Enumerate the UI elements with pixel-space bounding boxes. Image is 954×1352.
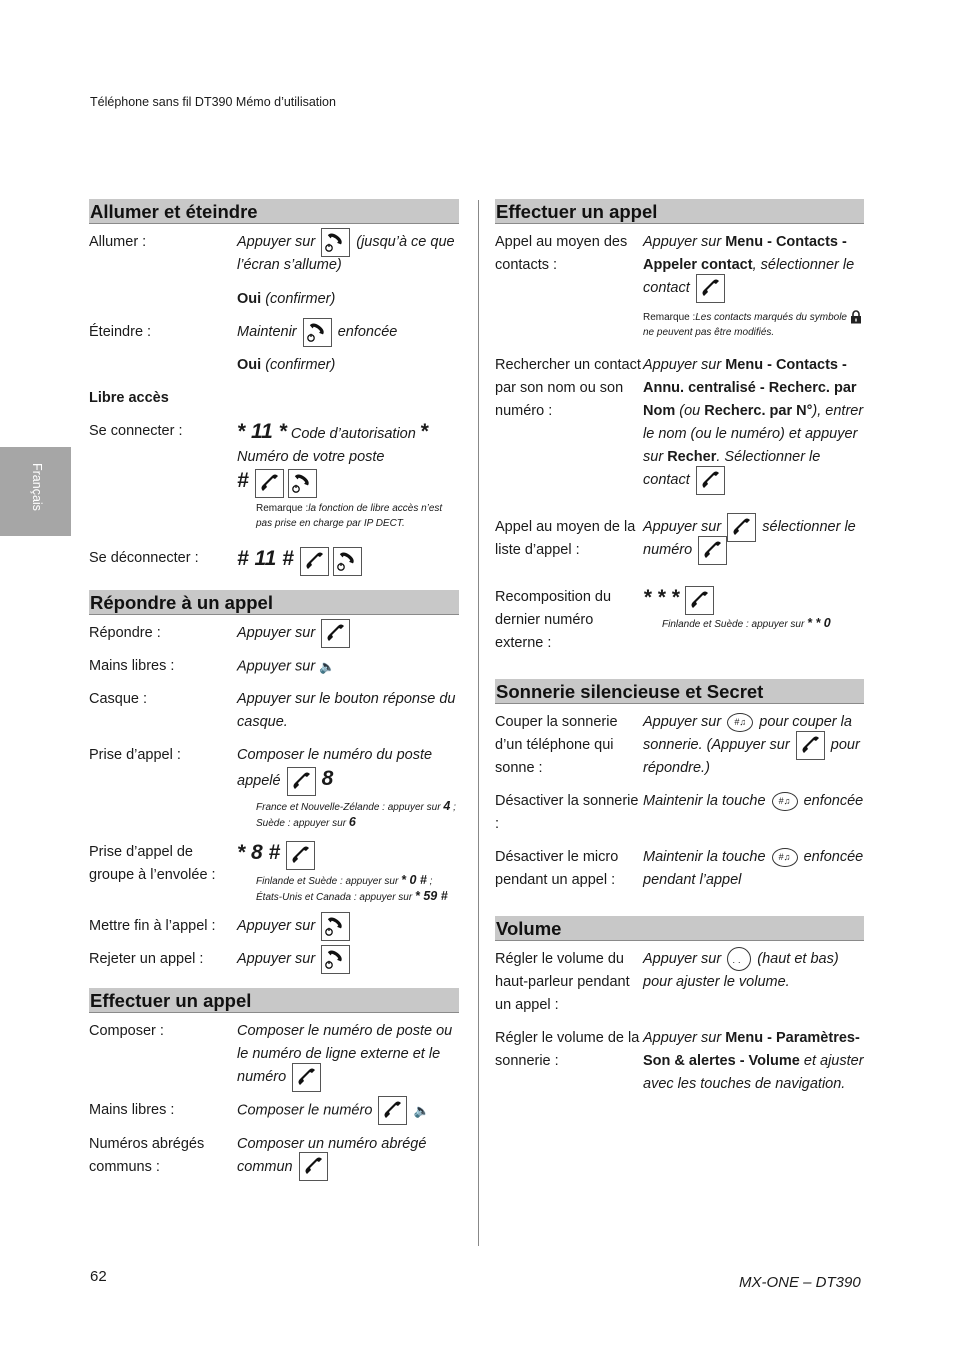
note-free-access: Remarque :la fonction de libre accès n’est pas prise en charge par IP DECT.: [256, 503, 443, 529]
row-label: Se connecter :: [89, 423, 183, 439]
mute-key-icon: #♫: [727, 713, 753, 732]
row-power-off: Éteindre : Maintenir enfoncée: [89, 321, 459, 344]
section-title-answer: Répondre à un appel: [89, 590, 459, 615]
section-title-make-call-right: Effectuer un appel: [495, 199, 864, 224]
row-reject: Rejeter un appel : Appuyer sur: [89, 948, 459, 971]
note-group-pickup: Finlande et Suède : appuyer sur * 0 # ; États-Unis et Canada : appuyer sur * 59 #: [256, 873, 448, 904]
note-pickup: France et Nouvelle-Zélande : appuyer sur 4 ; Suède : appuyer sur 6: [256, 799, 456, 830]
row-power-on: [89, 231, 459, 277]
call-icon: [727, 513, 756, 542]
row-answer: Répondre : Appuyer sur: [89, 622, 459, 645]
section-title-volume: Volume: [495, 916, 864, 941]
page-number: 62: [90, 1268, 107, 1285]
call-icon: [287, 767, 316, 796]
call-icon: [300, 547, 329, 576]
right-column: [495, 199, 864, 1096]
row-power-off-confirm: Oui (confirmer): [237, 357, 336, 373]
row-dial: Composer : Composer le numéro de poste ou le numéro de ligne externe et le numéro: [89, 1020, 459, 1089]
hangup-power-icon: [288, 469, 317, 498]
row-call-list: Appel au moyen de la liste d’appel : Appuyer sur sélectionner le numéro: [495, 516, 864, 562]
hangup-power-icon: [303, 318, 332, 347]
note-contacts: Remarque :Les contacts marqués du symbole ne peuvent pas être modifiés.: [643, 310, 864, 340]
column-divider: [478, 200, 479, 1246]
row-power-on-confirm: Oui (confirmer): [237, 291, 336, 307]
speaker-icon: 🔈: [413, 1103, 430, 1119]
row-value: Appuyer sur (jusqu’à ce que l’écran s’allume): [237, 231, 459, 277]
lock-icon: [850, 310, 862, 324]
call-icon: [286, 841, 315, 870]
row-mute-ring: Couper la sonnerie d’un téléphone qui sonne : Appuyer sur #♫ pour couper la sonnerie. (Appuyer sur pour répondre.): [495, 714, 860, 776]
speaker-icon: 🔈: [319, 659, 336, 674]
row-connect: Se connecter : * 11 * Code d’autorisation * Numéro de votre poste # Remarque :la fonction de libre accès n’est pas prise en charge par IP DECT.: [89, 420, 459, 531]
call-icon: [698, 536, 727, 565]
row-search-contact: Rechercher un contact par son nom ou son numéro : Appuyer sur Menu - Contacts - Annu. centralisé - Recherc. par Nom (ou Recherc. par N°), entrer le nom (ou le numéro) et appuyer sur Recher. Sélectionner le contact: [495, 354, 864, 492]
row-mute-mic: Désactiver le micro pendant un appel : Maintenir la touche #♫ enfoncée pendant l’appel: [495, 849, 864, 888]
language-tab-label: Français: [30, 463, 44, 511]
hangup-power-icon: [321, 912, 350, 941]
mute-key-icon: #♫: [772, 792, 798, 811]
call-icon: [321, 619, 350, 648]
left-column: [89, 199, 459, 1179]
call-icon: [378, 1096, 407, 1125]
call-icon: [299, 1152, 328, 1181]
section-title-silent: Sonnerie silencieuse et Secret: [495, 679, 864, 704]
row-call-contacts: Appel au moyen des contacts : Appuyer sur Menu - Contacts - Appeler contact, sélectionner le contact Remarque :Les contacts marqués du symbole ne peuvent pas être modifiés.: [495, 231, 864, 340]
navigation-key-icon: [727, 947, 751, 971]
row-handsfree: Mains libres : Appuyer sur 🔈: [89, 655, 459, 678]
product-name: MX-ONE – DT390: [739, 1274, 861, 1291]
row-disconnect: Se déconnecter : # 11 #: [89, 547, 459, 573]
note-redial: Finlande et Suède : appuyer sur * * 0: [662, 616, 831, 630]
row-label: Éteindre :: [89, 324, 152, 340]
row-dial-handsfree: Mains libres : Composer le numéro 🔈: [89, 1099, 459, 1122]
header-title: Téléphone sans fil DT390 Mémo d’utilisation: [90, 95, 336, 109]
hangup-power-icon: [321, 945, 350, 974]
row-free-access: Libre accès: [89, 390, 169, 406]
row-end-call: Mettre fin à l’appel : Appuyer sur: [89, 915, 459, 938]
hangup-power-icon: [321, 228, 350, 257]
call-icon: [685, 586, 714, 615]
row-abbreviated: Numéros abrégés communs : Composer un numéro abrégé commun: [89, 1133, 459, 1179]
hangup-power-icon: [333, 547, 362, 576]
section-title-power: Allumer et éteindre: [89, 199, 459, 224]
call-icon: [696, 274, 725, 303]
row-label: Se déconnecter :: [89, 550, 199, 566]
row-disable-ring: Désactiver la sonnerie : Maintenir la touche #♫ enfoncée: [495, 793, 864, 832]
row-speaker-volume: Régler le volume du haut-parleur pendant un appel : Appuyer sur · · (haut et bas) pour ajuster le volume.: [495, 948, 864, 1017]
mute-key-icon: #♫: [772, 848, 798, 867]
call-icon: [696, 466, 725, 495]
call-icon: [255, 469, 284, 498]
row-ring-volume: Régler le volume de la sonnerie : Appuyer sur Menu - Paramètres-Son & alertes - Volume et ajuster avec les touches de navigation.: [495, 1030, 864, 1092]
language-tab: [0, 447, 71, 536]
row-pickup: Prise d’appel : Composer le numéro du poste appelé 8 France et Nouvelle-Zélande : appuyer sur 4 ; Suède : appuyer sur 6: [89, 744, 459, 831]
row-group-pickup: Prise d’appel de groupe à l’envolée : * 8 # Finlande et Suède : appuyer sur * 0 # ; États-Unis et Canada : appuyer sur * 59 #: [89, 841, 459, 905]
call-icon: [796, 731, 825, 760]
row-headset: Casque : Appuyer sur le bouton réponse du casque.: [89, 691, 456, 731]
section-title-make-call: Effectuer un appel: [89, 988, 459, 1013]
row-label: Allumer :: [89, 234, 147, 250]
row-redial: Recomposition du dernier numéro externe : * * * Finlande et Suède : appuyer sur * * 0: [495, 586, 864, 655]
call-icon: [292, 1063, 321, 1092]
